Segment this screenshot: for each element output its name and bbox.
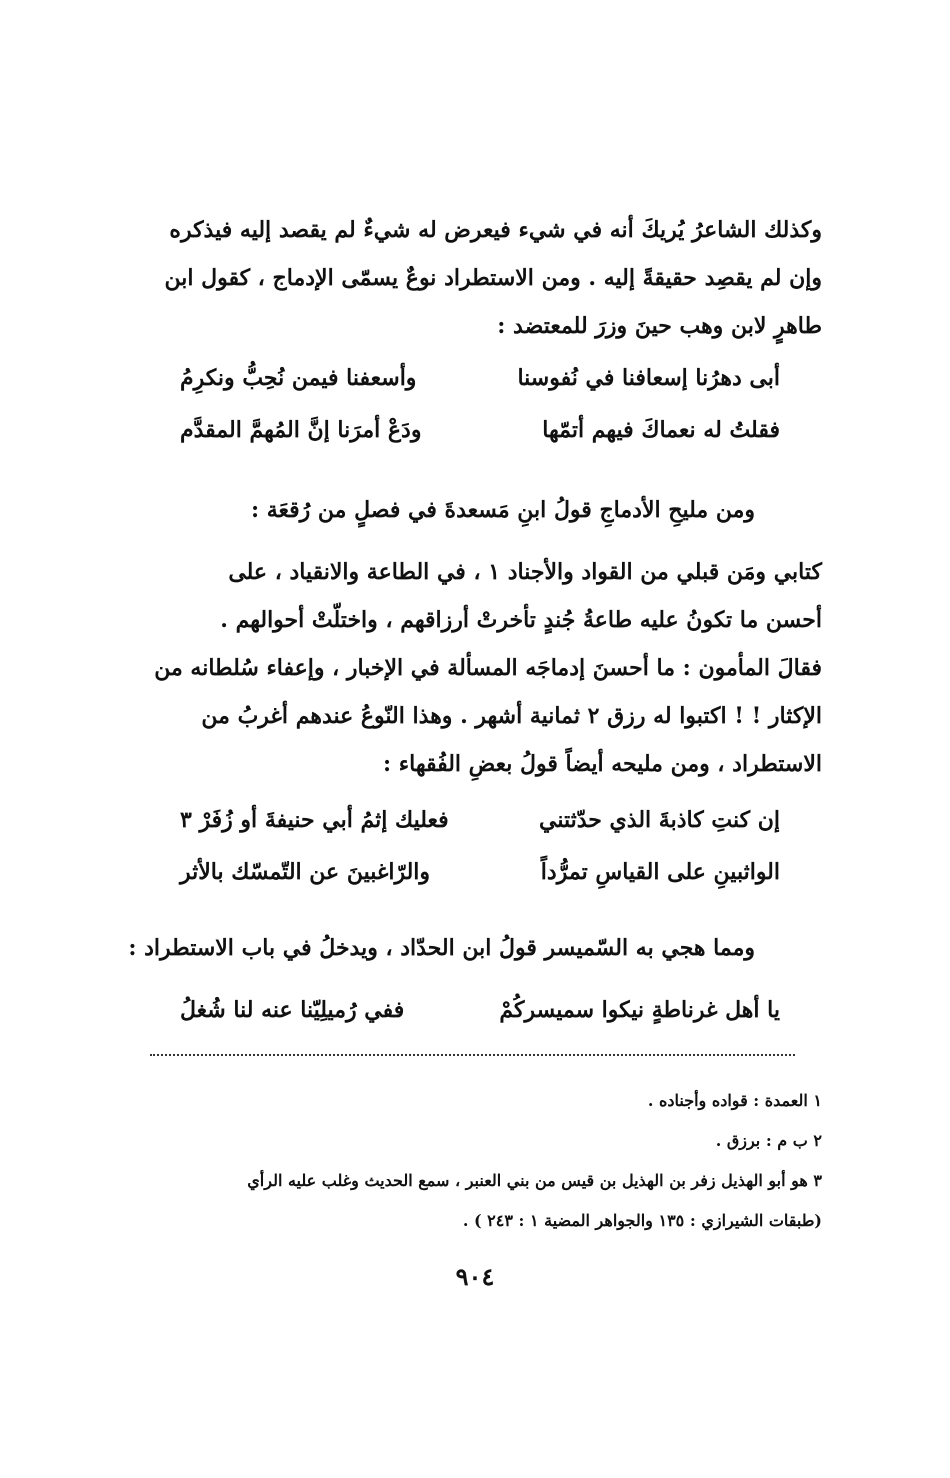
text-line: طاهرٍ لابن وهب حينَ وزرَ للمعتضد :	[497, 313, 822, 339]
verse-first-half: إن كنتِ كاذبةَ الذي حدّثتني	[539, 807, 780, 833]
verse-second-half: فعليك إثمُ أبي حنيفةَ أو زُفَرْ ٣	[180, 807, 449, 833]
verse-second-half: وأسعفنا فيمن نُحِبُّ ونكرِمُ	[180, 365, 417, 391]
verse-line	[180, 852, 780, 892]
footnote-3-continued: (طبقات الشيرازي : ١٣٥ والجواهر المضية ١ : ٢٤٣ ) .	[462, 1211, 822, 1230]
verse-first-half: الواثبينِ على القياسِ تمرُّداً	[540, 859, 780, 885]
paragraph-1	[132, 206, 822, 350]
text-line: الإكثار ! ! اكتبوا له رزق ٢ ثمانية أشهر . وهذا النّوعُ عندهم أغربُ من	[201, 703, 822, 729]
text-line: كتابي ومَن قبلي من القواد والأجناد ١ ، في الطاعة والانقياد ، على	[228, 559, 822, 585]
verse-line	[180, 358, 780, 398]
footnote-3: ٣ هو أبو الهذيل زفر بن الهذيل بن قيس من بني العنبر ، سمع الحديث وغلب عليه الرأي	[247, 1171, 822, 1190]
footnote-divider	[150, 1054, 795, 1056]
footnote-1: ١ العمدة : قواده وأجناده .	[647, 1091, 822, 1110]
verse-first-half: فقلتُ له نعماكَ فيهم أتمّها	[542, 417, 780, 443]
text-line: فقالَ المأمون : ما أحسنَ إدماجَه المسألة في الإخبار ، وإعفاء سُلطانه من	[154, 655, 822, 681]
verse-line	[180, 800, 780, 840]
intro-line: ومن مليحِ الأدماجِ قولُ ابنِ مَسعدةَ في فصلٍ من رُقعَة :	[250, 497, 755, 523]
page-number: ٩٠٤	[455, 1262, 495, 1291]
paragraph-2	[132, 548, 822, 788]
text-line: وإن لم يقصِد حقيقةً إليه . ومن الاستطراد نوعٌ يسمّى الإدماج ، كقول ابن	[164, 265, 822, 291]
verse-second-half: ففي رُميلِيّنا عنه لنا شُغلُ	[180, 997, 405, 1023]
text-line: الاستطراد ، ومن مليحه أيضاً قولُ بعضِ الفُقهاء :	[382, 751, 822, 777]
verse-first-half: أبى دهرُنا إسعافنا في نُفوسنا	[517, 365, 780, 391]
intro-line: ومما هجي به السّميسر قولُ ابن الحدّاد ، ويدخلُ في باب الاستطراد :	[128, 935, 755, 961]
text-line: وكذلك الشاعرُ يُريكَ أنه في شيء فيعرض له شيءٌ لم يقصد إليه فيذكره	[169, 217, 822, 243]
verse-first-half: يا أهل غرناطةٍ نيكوا سميسركُمْ	[499, 997, 780, 1023]
verse-second-half: والرّاغبينَ عن التّمسّك بالأثر	[180, 859, 431, 885]
footnote-2: ٢ ب م : برزق .	[715, 1131, 822, 1150]
verse-second-half: ودَعْ أمرَنا إنَّ المُهمَّ المقدَّم	[180, 417, 422, 443]
verse-line	[180, 990, 780, 1030]
text-line: أحسن ما تكونُ عليه طاعةُ جُندٍ تأخرتْ أرزاقهم ، واختلّتْ أحوالهم .	[220, 607, 822, 633]
verse-line	[180, 410, 780, 450]
